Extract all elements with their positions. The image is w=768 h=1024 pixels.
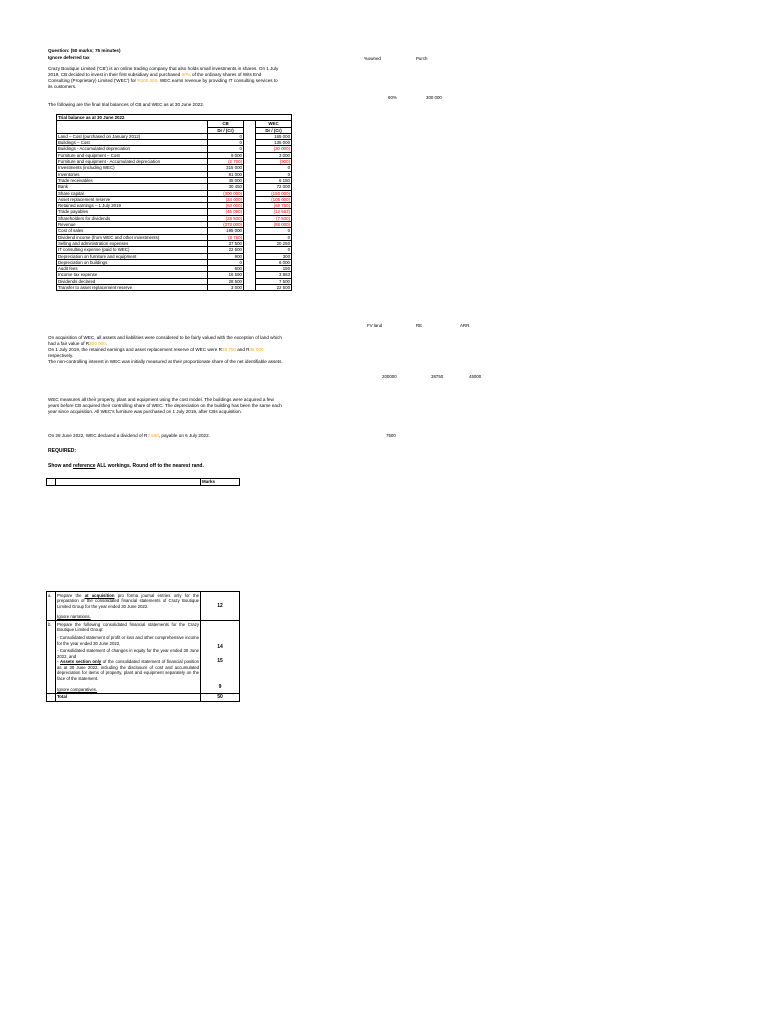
- tb-row-cb: (300 000): [208, 190, 244, 196]
- tb-row-cb: 9 000: [208, 152, 244, 158]
- tb-row-wec: (68 750): [256, 203, 292, 209]
- tb-row-cb: 0: [208, 140, 244, 146]
- tb-row-cb: (63 000): [208, 203, 244, 209]
- tb-intro: The following are the final trial balances of CB and WEC as at 30 June 2022.: [48, 102, 205, 107]
- part-b-iii: - Assets section only of the consolidated statement of financial position as at 30 June 2022, including the disclosure of cost and accumulated depreciation for items of property, plant and equipment separately on the face of the statement.: [57, 659, 200, 682]
- question-subtitle: Ignore deferred tax: [48, 55, 90, 60]
- trial-balance-table: [56, 114, 292, 291]
- highlight-price: R300 000: [137, 77, 158, 83]
- side-note: ARR: [460, 323, 470, 328]
- tb-row-label: Furniture and equipment - Accumulated depreciation: [57, 159, 208, 165]
- required-heading: REQUIRED:: [48, 448, 77, 454]
- tb-row-wec: 165 000: [256, 133, 292, 139]
- tb-row-label: Asset replacement reserve: [57, 196, 208, 202]
- tb-row-cb: 600: [208, 266, 244, 272]
- tb-row-cb: (373 000): [208, 222, 244, 228]
- tb-row-wec: (900): [256, 159, 292, 165]
- side-note: 60%: [388, 95, 397, 100]
- tb-row-label: Trade payables: [57, 209, 208, 215]
- tb-row-label: Trade receivables: [57, 177, 208, 183]
- tb-row-cb: (28 500): [208, 215, 244, 221]
- side-note: 38750: [431, 374, 444, 379]
- tb-row-wec: (7 500): [256, 215, 292, 221]
- info-block: [48, 335, 284, 365]
- question-title: Question: (50 marks; 75 minutes): [48, 48, 121, 53]
- tb-row-wec: (12 563): [256, 209, 292, 215]
- tb-sub-cb: Dr / (Cr): [208, 127, 244, 133]
- side-note: Purch: [416, 56, 428, 61]
- side-note: 200000: [382, 374, 397, 379]
- tb-row-label: Dividends declared: [57, 278, 208, 284]
- part-b-text: Prepare the following consolidated financial statements for the Crazy Boutique Limited Group: - Consolidated statement of profit or loss and other comprehensive income for the year ended 30 June 2022, - Consolidated statement of changes in equity for the year ended 30 June 2022, and - Assets section only of the consolidated statement of financial position as at 30 June 2022, including the disclosure of cost and accumulated depreciation for items of property, plant and equipment separately on the face of the statement. Ignore comparatives.: [57, 621, 200, 692]
- tb-row-label: Furniture and equipment – Cost: [57, 152, 208, 158]
- tb-row-label: Cost of sales: [57, 228, 208, 234]
- tb-row-wec: 3 000: [256, 152, 292, 158]
- tb-row-label: Selling and administration expenses: [57, 240, 208, 246]
- part-a-letter: a.: [47, 592, 56, 621]
- tb-row-cb: (2 700): [208, 159, 244, 165]
- required-instruction: Show and reference ALL workings. Round off to the nearest rand.: [48, 463, 204, 469]
- tb-title: Trial balance as at 30 June 2022: [57, 115, 292, 121]
- side-note: 7500: [386, 433, 396, 438]
- tb-row-cb: 3 000: [208, 285, 244, 291]
- required-row-b: [47, 621, 240, 693]
- tb-row-cb: (24 000): [208, 196, 244, 202]
- tb-row-label: Inventories: [57, 171, 208, 177]
- tb-row-cb: 315 000: [208, 165, 244, 171]
- part-b-ii: - Consolidated statement of changes in equity for the year ended 30 June 2022, and: [57, 648, 199, 659]
- tb-row-label: Land – Cost (purchased on January 2012): [57, 133, 208, 139]
- tb-sub-wec: Dr / (Cr): [256, 127, 292, 133]
- tb-col-cb: CB: [208, 121, 244, 127]
- tb-row-cb: 900: [208, 253, 244, 259]
- tb-row-wec: 6 000: [256, 259, 292, 265]
- tb-row-wec: 6 150: [256, 177, 292, 183]
- tb-row-wec: 150: [256, 266, 292, 272]
- tb-row-label: Transfer to asset replacement reserve: [57, 285, 208, 291]
- tb-row-label: IT consulting expense (paid to WEC): [57, 247, 208, 253]
- tb-row-wec: 300: [256, 253, 292, 259]
- marks-header-table: [46, 478, 240, 486]
- tb-row-wec: 22 500: [256, 285, 292, 291]
- info-dividend: On 28 June 2022, WEC declared a dividend of R7 500, payable on 6 July 2022.: [48, 433, 210, 438]
- part-b-letter: b.: [47, 621, 56, 693]
- tb-row-wec: 3 863: [256, 272, 292, 278]
- tb-row-label: Income tax expense: [57, 272, 208, 278]
- required-table: [46, 591, 240, 702]
- tb-row-cb: 28 500: [208, 278, 244, 284]
- side-note: 300 000: [426, 95, 442, 100]
- info-reserves: On 1 July 2019, the retained earnings and asset replacement reserve of WEC were R38 750 and R45 000 respectively.: [48, 346, 264, 358]
- side-note: FV land: [367, 323, 383, 328]
- highlight-percent: 60%: [181, 71, 191, 77]
- tb-row-wec: 0: [256, 228, 292, 234]
- tb-row-cb: 22 500: [208, 247, 244, 253]
- tb-row-label: Investments (including WEC): [57, 165, 208, 171]
- tb-row-label: Depreciation on furniture and equipment: [57, 253, 208, 259]
- tb-col-wec: WEC: [256, 121, 292, 127]
- tb-row-wec: (30 000): [256, 146, 292, 152]
- tb-row-wec: (88 000): [256, 222, 292, 228]
- tb-row-label: Retained earnings – 1 July 2019: [57, 203, 208, 209]
- tb-row-wec: 135 000: [256, 140, 292, 146]
- part-b-ii-marks: 15: [217, 658, 223, 665]
- tb-row-label: Share capital: [57, 190, 208, 196]
- tb-row-cb: 0: [208, 133, 244, 139]
- tb-row-wec: 7 500: [256, 278, 292, 284]
- side-note: RE: [416, 323, 423, 328]
- total-marks: 50: [201, 693, 240, 702]
- part-b-i: - Consolidated statement of profit or loss and other comprehensive income for the year ended 30 June 2022,: [57, 634, 199, 646]
- tb-row-wec: (150 000): [256, 190, 292, 196]
- tb-row-cb: 45 000: [208, 177, 244, 183]
- tb-row-cb: 195 000: [208, 228, 244, 234]
- tb-row-wec: (105 000): [256, 196, 292, 202]
- required-row-a: [47, 592, 240, 621]
- info-ppe: WEC measures all their property, plant and equipment using the cost model. The buildings were acquired a few years before CB acquired their controlling share of WEC. The depreciation on the building has been the same each year since acquisition. All WEC's furniture was purchased on 1 July 2019, after CBs acquisition.: [48, 397, 282, 414]
- part-a-text: Prepare the at acquisition pro forma journal entries only for the preparation of the consolidated financial statements of Crazy Boutique Limited Group for the year ended 30 June 2022. Ignore narrations.: [57, 592, 199, 620]
- tb-row-cb: (45 090): [208, 209, 244, 215]
- tb-row-wec: 0: [256, 234, 292, 240]
- tb-row-cb: 16 590: [208, 272, 244, 278]
- marks-label: Marks: [201, 479, 240, 486]
- tb-row-cb: 37 500: [208, 240, 244, 246]
- tb-row-label: Buildings - Accumulated depreciation: [57, 146, 208, 152]
- tb-row-cb: 30 450: [208, 184, 244, 190]
- side-note: 45000: [469, 374, 482, 379]
- tb-row-cb: 0: [208, 259, 244, 265]
- tb-row-wec: 0: [256, 171, 292, 177]
- part-b-i-marks: 14: [217, 644, 223, 651]
- tb-row-label: Shareholders for dividends: [57, 215, 208, 221]
- tb-row-wec: 0: [256, 165, 292, 171]
- tb-row-label: Bank: [57, 184, 208, 190]
- required-total-row: [47, 693, 240, 702]
- tb-row-cb: 81 000: [208, 171, 244, 177]
- total-label: Total: [56, 693, 201, 702]
- tb-row-wec: 20 250: [256, 240, 292, 246]
- tb-row-wec: 72 000: [256, 184, 292, 190]
- intro-paragraph: Crazy Boutique Limited ('CB') is an online trading company that also holds small investments in shares. On 1 July 2019, CB decided to invest in their first subsidiary and purchased 60% of the ordinary shares of Wits End Consulting (Proprietary) Limited ('WEC') for R300 000. WEC earns revenue by providing IT consulting services to its customers.: [48, 66, 279, 89]
- tb-row-wec: 0: [256, 247, 292, 253]
- part-b-iii-marks: 9: [218, 684, 222, 691]
- tb-row-label: Dividend income (from WEC and other investments): [57, 234, 208, 240]
- tb-row-cb: 0: [208, 146, 244, 152]
- tb-row-label: Revenue: [57, 222, 208, 228]
- tb-row-label: Depreciation on buildings: [57, 259, 208, 265]
- tb-row-label: Buildings – Cost: [57, 140, 208, 146]
- tb-row: [57, 285, 292, 291]
- info-nci: The non-controlling interest in WEC was initially measured at their proportionate share of the net identifiable assets.: [48, 358, 283, 364]
- tb-row-label: Audit fees: [57, 266, 208, 272]
- side-note: %owned: [364, 56, 381, 61]
- part-a-marks: 12: [201, 592, 240, 621]
- tb-row-cb: (8 750): [208, 234, 244, 240]
- info-fair-value: On acquisition of WEC, all assets and liabilities were considered to be fairly valued with the exception of land which had a fair value of R200 000.: [48, 335, 282, 346]
